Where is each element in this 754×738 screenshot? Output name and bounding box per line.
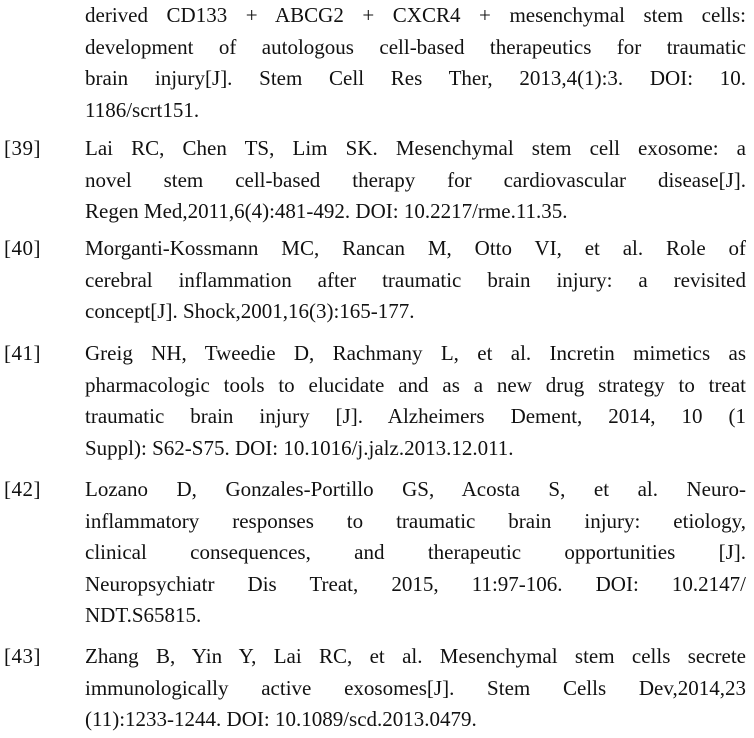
reference-number: [40] xyxy=(4,236,41,260)
reference-line: cerebral inflammation after traumatic brain injury: a revisited xyxy=(85,267,746,292)
reference-number: [41] xyxy=(4,341,41,365)
reference-line: Lai RC, Chen TS, Lim SK. Mesenchymal stem cell exosome: a xyxy=(85,136,746,160)
reference-body xyxy=(85,0,746,126)
reference-line: 1186/scrt151. xyxy=(85,97,200,122)
reference-line: Regen Med,2011,6(4):481-492. DOI: 10.2217/rme.11.35. xyxy=(85,199,568,223)
reference-line: brain injury[J]. Stem Cell Res Ther, 2013,4(1):3. DOI: 10. xyxy=(85,66,746,90)
reference-line: Zhang B, Yin Y, Lai RC, et al. Mesenchymal stem cells secrete xyxy=(85,644,746,668)
reference-line: Morganti-Kossmann MC, Rancan M, Otto VI, et al. Role of xyxy=(85,236,746,260)
reference-line: development of autologous cell-based therapeutics for traumatic xyxy=(85,34,746,59)
reference-number: [43] xyxy=(4,644,41,668)
reference-line: inflammatory responses to traumatic brain injury: etiology, xyxy=(85,508,746,533)
reference-line: concept[J]. Shock,2001,16(3):165-177. xyxy=(85,299,415,323)
reference-body xyxy=(85,133,746,228)
reference-line: Greig NH, Tweedie D, Rachmany L, et al. Incretin mimetics as xyxy=(85,341,746,365)
reference-line: immunologically active exosomes[J]. Stem Cells Dev,2014,23 xyxy=(85,675,746,700)
reference-line: novel stem cell-based therapy for cardiovascular disease[J]. xyxy=(85,167,746,192)
reference-line: pharmacologic tools to elucidate and as a new drug strategy to treat xyxy=(85,372,746,397)
reference-line: clinical consequences, and therapeutic opportunities [J]. xyxy=(85,540,746,564)
reference-body xyxy=(85,233,746,328)
reference-body xyxy=(85,474,746,632)
reference-line: NDT.S65815. xyxy=(85,603,202,627)
reference-number: [42] xyxy=(4,477,41,501)
reference-body xyxy=(85,641,746,736)
reference-line: Neuropsychiatr Dis Treat, 2015, 11:97-106. DOI: 10.2147/ xyxy=(85,571,746,596)
reference-number: [39] xyxy=(4,136,41,160)
reference-line: (11):1233-1244. DOI: 10.1089/scd.2013.0479. xyxy=(85,707,477,731)
reference-line: traumatic brain injury [J]. Alzheimers Dement, 2014, 10 (1 xyxy=(85,404,746,428)
reference-line: Lozano D, Gonzales-Portillo GS, Acosta S, et al. Neuro- xyxy=(85,477,746,501)
reference-line: Suppl): S62-S75. DOI: 10.1016/j.jalz.2013.12.011. xyxy=(85,435,514,460)
reference-body xyxy=(85,338,746,464)
reference-line: derived CD133 + ABCG2 + CXCR4 + mesenchymal stem cells: xyxy=(85,3,746,27)
